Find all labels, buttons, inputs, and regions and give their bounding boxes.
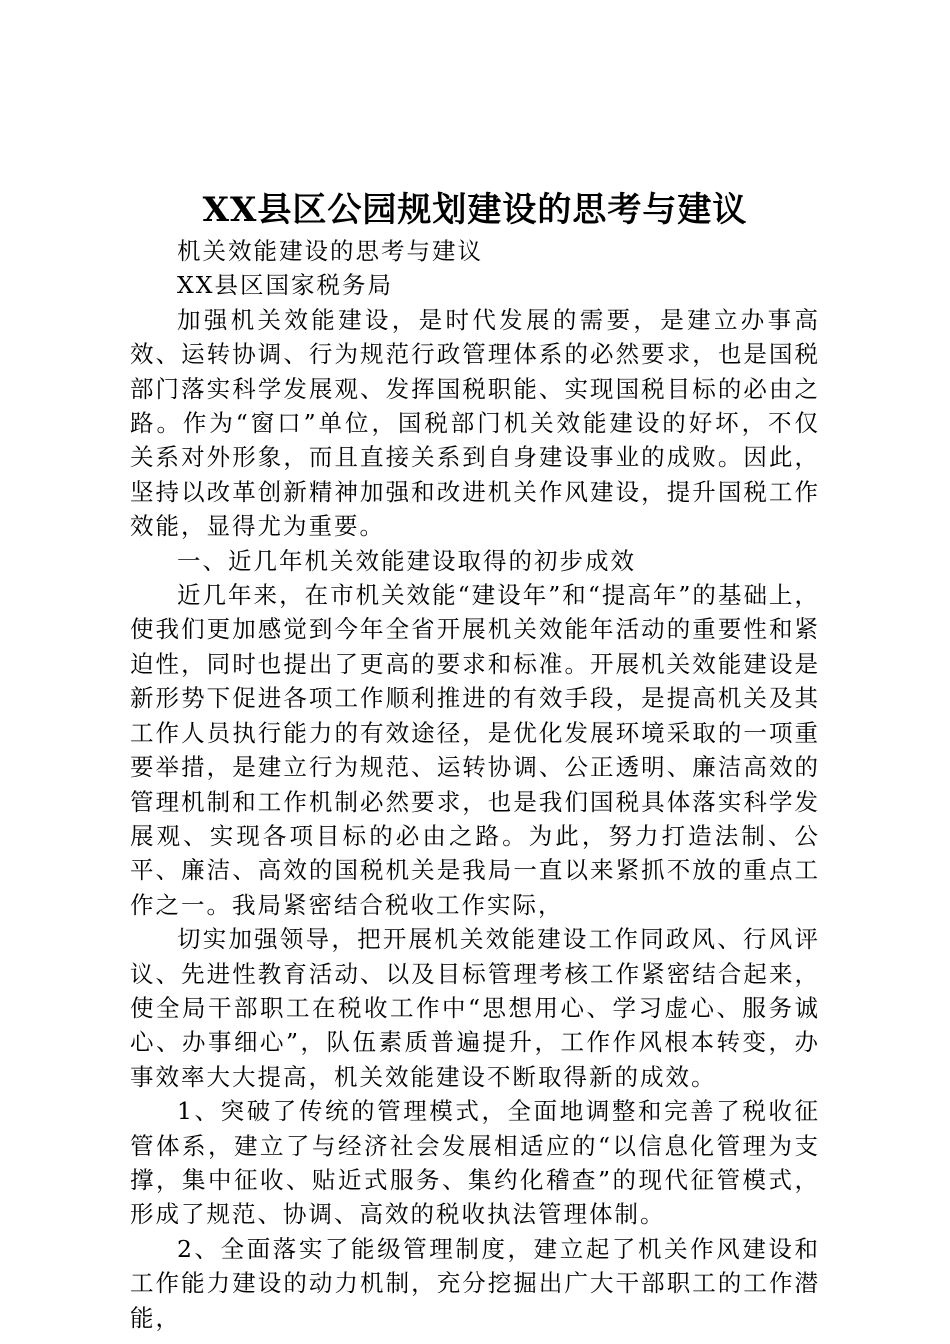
body-paragraph: 2、全面落实了能级管理制度，建立起了机关作风建设和工作能力建设的动力机制，充分挖掘出广大干部职工的工作潜能， (130, 1234, 820, 1332)
body-paragraph: 近几年来，在市机关效能“建设年”和“提高年”的基础上，使我们更加感觉到今年全省开展机关效能年活动的重要性和紧迫性，同时也提出了更高的要求和标准。开展机关效能建设是新形势下促进各项工作顺利推进的有效手段，是提高机关及其工作人员执行能力的有效途径，是优化发展环境采取的一项重要举措，是建立行为规范、运转协调、公正透明、廉洁高效的管理机制和工作机制必然要求，也是我们国税具体落实科学发展观、实现各项目标的必由之路。为此，努力打造法制、公平、廉洁、高效的国税机关是我局一直以来紧抓不放的重点工作之一。我局紧密结合税收工作实际， (130, 581, 820, 919)
body-paragraph-author: XX县区国家税务局 (177, 271, 393, 300)
body-paragraph: 切实加强领导，把开展机关效能建设工作同政风、行风评议、先进性教育活动、以及目标管理考核工作紧密结合起来，使全局干部职工在税收工作中“思想用心、学习虚心、服务诚心、办事细心”，队伍素质普遍提升，工作作风根本转变，办事效率大大提高，机关效能建设不断取得新的成效。 (130, 925, 820, 1091)
body-paragraph: 加强机关效能建设，是时代发展的需要，是建立办事高效、运转协调、行为规范行政管理体系的必然要求，也是国税部门落实科学发展观、发挥国税职能、实现国税目标的必由之路。作为“窗口”单位，国税部门机关效能建设的好坏，不仅关系对外形象，而且直接关系到自身建设事业的成败。因此，坚持以改革创新精神加强和改进机关作风建设，提升国税工作效能，显得尤为重要。 (130, 305, 820, 541)
body-paragraph-subtitle: 机关效能建设的思考与建议 (177, 237, 483, 265)
document-title: XX县区公园规划建设的思考与建议 (202, 190, 748, 230)
document-body (130, 234, 820, 1335)
section-heading: 一、近几年机关效能建设取得的初步成效 (177, 546, 636, 575)
body-paragraph: 1、突破了传统的管理模式，全面地调整和完善了税收征管体系，建立了与经济社会发展相适应的“以信息化管理为支撑，集中征收、贴近式服务、集约化稽查”的现代征管模式，形成了规范、协调、高效的税收执法管理体制。 (130, 1097, 820, 1229)
